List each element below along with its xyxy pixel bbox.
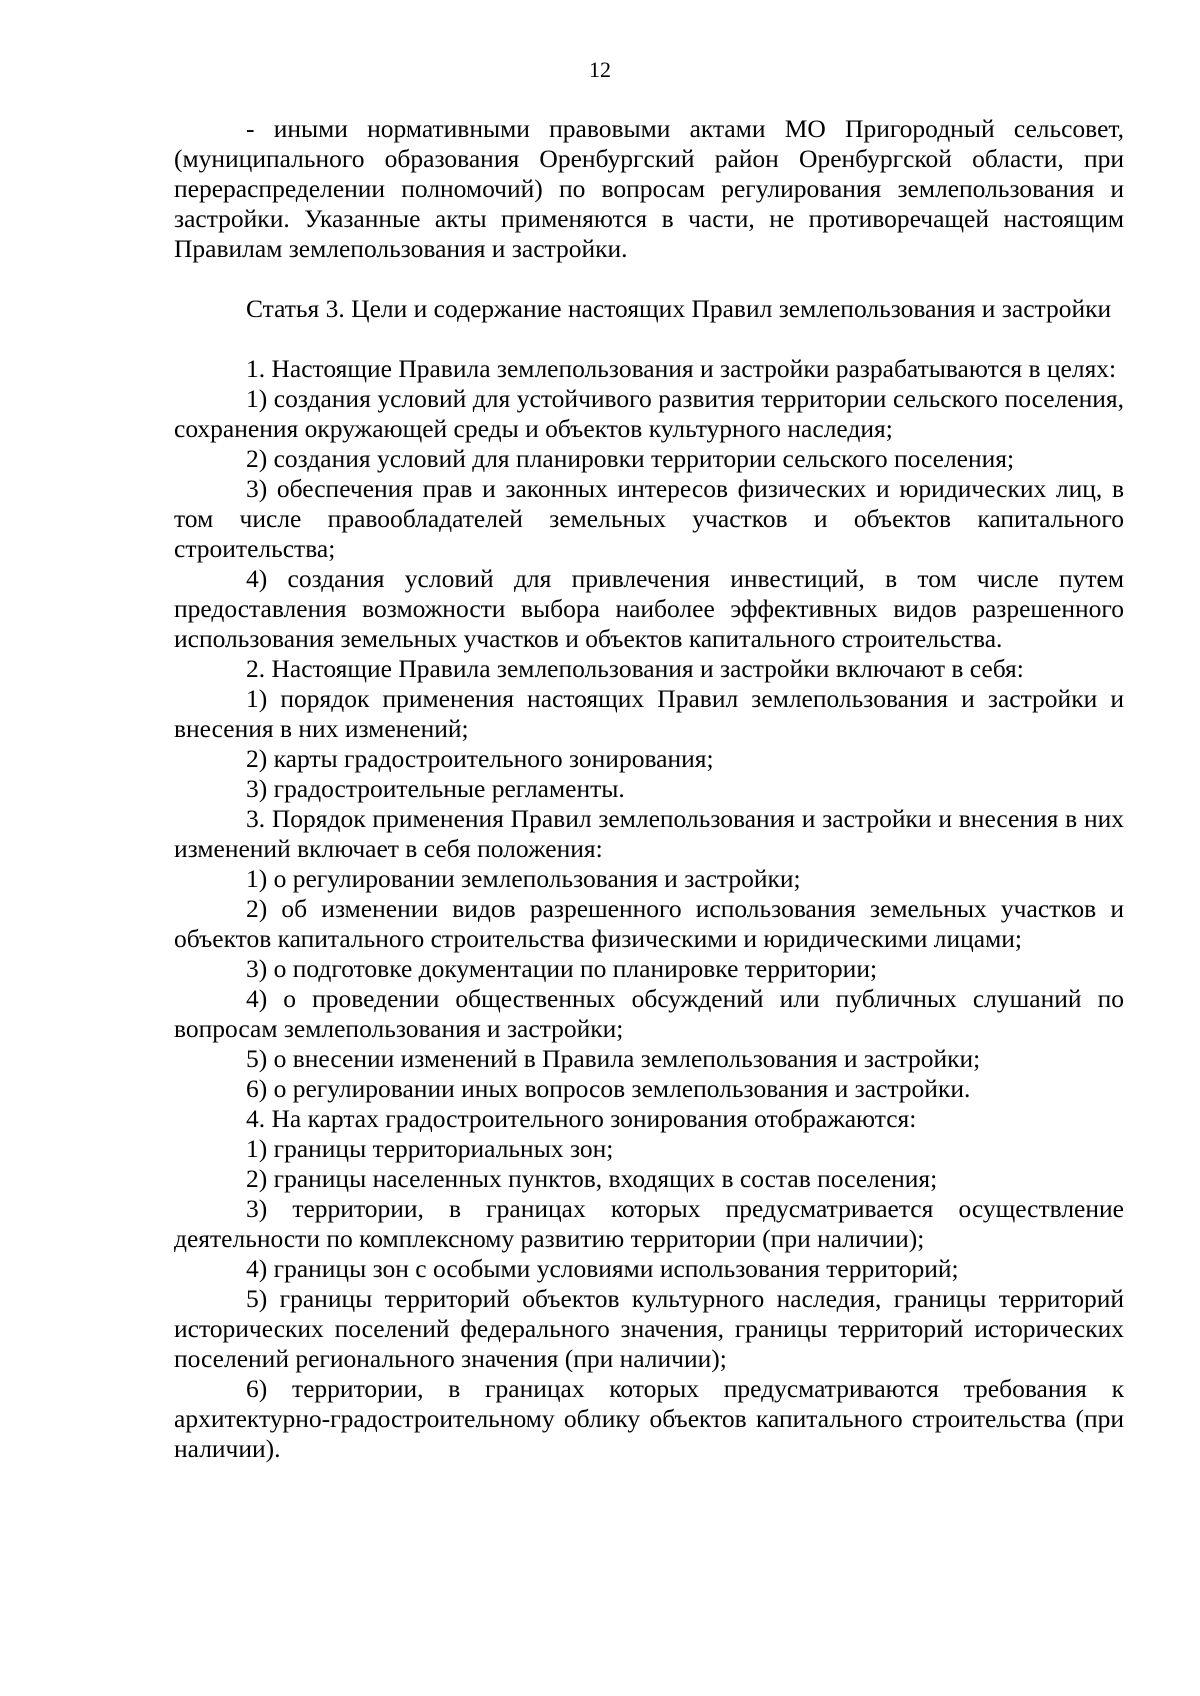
list-item: 2) карты градостроительного зонирования;: [246, 744, 714, 773]
list-item: 4) о проведении общественных обсуждений или публичных слушаний по вопросам землепользования и застройки;: [174, 984, 1124, 1043]
list-item: 6) о регулировании иных вопросов землепользования и застройки.: [246, 1074, 971, 1103]
list-item: 3) градостроительные регламенты.: [246, 774, 625, 803]
document-body: [174, 114, 1124, 1464]
page-number: 12: [589, 57, 611, 82]
list-item: 3) о подготовке документации по планировке территории;: [246, 954, 878, 983]
list-item: 5) о внесении изменений в Правила землепользования и застройки;: [246, 1044, 981, 1073]
list-item: 2) границы населенных пунктов, входящих в состав поселения;: [246, 1164, 938, 1193]
paragraph-item-3: 3. Порядок применения Правил землепользования и застройки и внесения в них изменений включает в себя положения:: [174, 804, 1124, 863]
list-item: 1) создания условий для устойчивого развития территории сельского поселения, сохранения окружающей среды и объектов культурного наследия;: [174, 384, 1124, 443]
list-item: 5) границы территорий объектов культурного наследия, границы территорий исторических поселений федерального значения, границы территорий исторических поселений регионального значения (при наличии);: [174, 1284, 1124, 1373]
paragraph-item-1: 1. Настоящие Правила землепользования и застройки разрабатываются в целях:: [246, 354, 1117, 383]
paragraph-acts: - иными нормативными правовыми актами МО Пригородный сельсовет, (муниципального образования Оренбургский район Оренбургской области, при перераспределении полномочий) по вопросам регулирования землепользования и застройки. Указанные акты применяются в части, не противоречащей настоящим Правилам землепользования и застройки.: [174, 114, 1124, 263]
paragraph-item-4: 4. На картах градостроительного зонирования отображаются:: [246, 1104, 917, 1133]
list-item: 3) обеспечения прав и законных интересов физических и юридических лиц, в том числе правообладателей земельных участков и объектов капитального строительства;: [174, 474, 1124, 563]
list-item: 1) порядок применения настоящих Правил землепользования и застройки и внесения в них изменений;: [174, 684, 1124, 743]
list-item: 2) создания условий для планировки территории сельского поселения;: [246, 444, 1015, 473]
list-item: 6) территории, в границах которых предусматриваются требования к архитектурно-градостроительному облику объектов капитального строительства (при наличии).: [174, 1374, 1124, 1463]
list-item: 1) о регулировании землепользования и застройки;: [246, 864, 801, 893]
list-item: 4) создания условий для привлечения инвестиций, в том числе путем предоставления возможности выбора наиболее эффективных видов разрешенного использования земельных участков и объектов капитального строительства.: [174, 564, 1124, 653]
article-heading: Статья 3. Цели и содержание настоящих Правил землепользования и застройки: [246, 294, 1112, 323]
list-item: 4) границы зон с особыми условиями использования территорий;: [246, 1254, 959, 1283]
list-item: 3) территории, в границах которых предусматривается осуществление деятельности по комплексному развитию территории (при наличии);: [174, 1194, 1124, 1253]
paragraph-item-2: 2. Настоящие Правила землепользования и застройки включают в себя:: [246, 654, 1024, 683]
list-item: 2) об изменении видов разрешенного использования земельных участков и объектов капитального строительства физическими и юридическими лицами;: [174, 894, 1124, 953]
list-item: 1) границы территориальных зон;: [246, 1134, 614, 1163]
